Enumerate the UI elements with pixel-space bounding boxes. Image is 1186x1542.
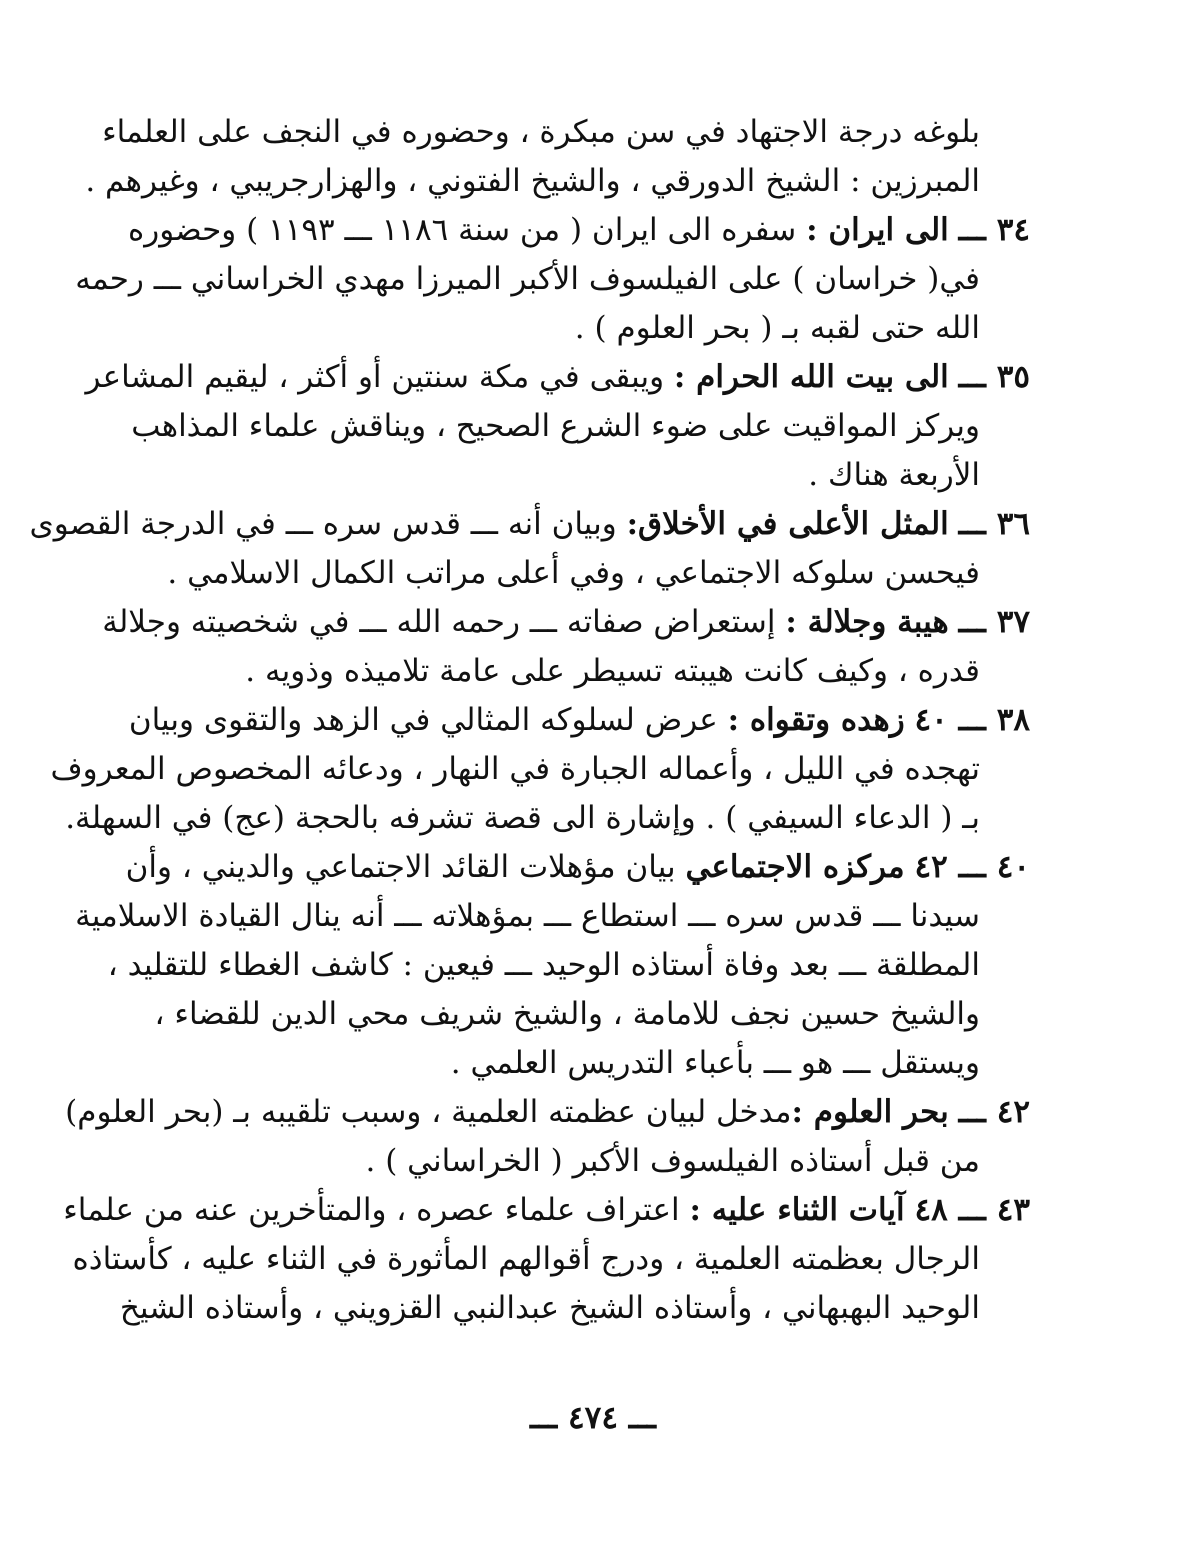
entry-text: ويبقى في مكة سنتين أو أكثر ، ليقيم المشاعر [85, 359, 674, 395]
entry-first-line [63, 1186, 1030, 1235]
entry-title: الى ايران : [806, 212, 949, 248]
entry-number: ٤٠ ـــ ٤٢ [914, 849, 1030, 885]
entry-38-40 [50, 696, 1030, 843]
text-line: تهجده في الليل ، وأعماله الجبارة في النهار ، ودعائه المخصوص المعروف [50, 751, 980, 787]
text-line: قدره ، وكيف كانت هيبته تسيطر على عامة تلاميذه وذويه . [245, 653, 980, 689]
text-line: بلوغه درجة الاجتهاد في سن مبكرة ، وحضوره في النجف على العلماء [102, 114, 980, 150]
entry-text: مدخل لبيان عظمته العلمية ، وسبب تلقيبه بـ (بحر العلوم) [65, 1094, 792, 1130]
text-line: الله حتى لقبه بـ ( بحر العلوم ) . [574, 310, 980, 346]
entry-first-line [128, 696, 1030, 745]
entry-text: بيان مؤهلات القائد الاجتماعي والديني ، وأن [125, 849, 686, 885]
entry-title: آيات الثناء عليه : [689, 1192, 905, 1228]
text-line: الرجال بعظمته العلمية ، ودرج أقوالهم المأثورة في الثناء عليه ، كأستاذه [72, 1241, 980, 1277]
entry-34 [75, 206, 1030, 353]
entry-number: ٣٨ ـــ ٤٠ [914, 702, 1030, 738]
entry-number: ٤٢ ـــ [958, 1094, 1030, 1130]
entry-number: ٣٧ ـــ [958, 604, 1030, 640]
intro-paragraph [85, 108, 1030, 206]
entry-43-48 [63, 1186, 1030, 1333]
entry-text: عرض لسلوكه المثالي في الزهد والتقوى وبيان [128, 702, 728, 738]
text-line: من قبل أستاذه الفيلسوف الأكبر ( الخراساني ) . [365, 1143, 980, 1179]
text-line: بـ ( الدعاء السيفي ) . وإشارة الى قصة تشرفه بالحجة (عج) في السهلة. [65, 800, 980, 836]
entry-text: سفره الى ايران ( من سنة ١١٨٦ ـــ ١١٩٣ ) وحضوره [128, 212, 807, 248]
entry-36 [29, 500, 1030, 598]
entry-42 [65, 1088, 1030, 1186]
text-line: المطلقة ـــ بعد وفاة أستاذه الوحيد ـــ فيعين : كاشف الغطاء للتقليد ، [107, 947, 980, 983]
page-body [29, 108, 1030, 1333]
text-line: سيدنا ـــ قدس سره ـــ استطاع ـــ بمؤهلاته ـــ أنه ينال القيادة الاسلامية [75, 898, 980, 934]
entry-title: بحر العلوم : [791, 1094, 949, 1130]
text-line: فيحسن سلوكه الاجتماعي ، وفي أعلى مراتب الكمال الاسلامي . [167, 555, 980, 591]
text-line: الأربعة هناك . [808, 457, 980, 493]
text-line: الوحيد البهبهاني ، وأستاذه الشيخ عبدالنبي القزويني ، وأستاذه الشيخ [119, 1290, 980, 1326]
entry-title: زهده وتقواه : [727, 702, 905, 738]
entry-title: المثل الأعلى في الأخلاق: [626, 506, 949, 542]
entry-first-line [65, 1088, 1030, 1137]
entry-first-line [29, 500, 1030, 549]
entry-title: الى بيت الله الحرام : [673, 359, 949, 395]
text-line: ويركز المواقيت على ضوء الشرع الصحيح ، ويناقش علماء المذاهب [131, 408, 980, 444]
entry-40-42 [75, 843, 1030, 1088]
page-number: ـــ ٤٧٤ ـــ [529, 1400, 657, 1436]
entry-text: اعتراف علماء عصره ، والمتأخرين عنه من علماء [63, 1192, 690, 1228]
text-line: في( خراسان ) على الفيلسوف الأكبر الميرزا مهدي الخراساني ـــ رحمه [75, 261, 980, 297]
entry-first-line [102, 598, 1030, 647]
entry-number: ٣٤ ـــ [958, 212, 1030, 248]
text-line: المبرزين : الشيخ الدورقي ، والشيخ الفتوني ، والهزارجريبي ، وغيرهم . [85, 163, 980, 199]
entry-title: هيبة وجلالة : [785, 604, 949, 640]
text-line: والشيخ حسين نجف للامامة ، والشيخ شريف محي الدين للقضاء ، [154, 996, 980, 1032]
entry-first-line [128, 206, 1030, 255]
entry-title: مركزه الاجتماعي [685, 849, 905, 885]
text-line: ويستقل ـــ هو ـــ بأعباء التدريس العلمي . [450, 1045, 980, 1081]
entry-text: وبيان أنه ـــ قدس سره ـــ في الدرجة القصوى [29, 506, 627, 542]
entry-first-line [125, 843, 1030, 892]
entry-number: ٣٥ ـــ [958, 359, 1030, 395]
entry-number: ٤٣ ـــ ٤٨ [914, 1192, 1030, 1228]
entry-number: ٣٦ ـــ [958, 506, 1030, 542]
entry-text: إستعراض صفاته ـــ رحمه الله ـــ في شخصيته وجلالة [102, 604, 786, 640]
entry-first-line [85, 353, 1030, 402]
entry-37 [102, 598, 1030, 696]
entry-35 [85, 353, 1030, 500]
